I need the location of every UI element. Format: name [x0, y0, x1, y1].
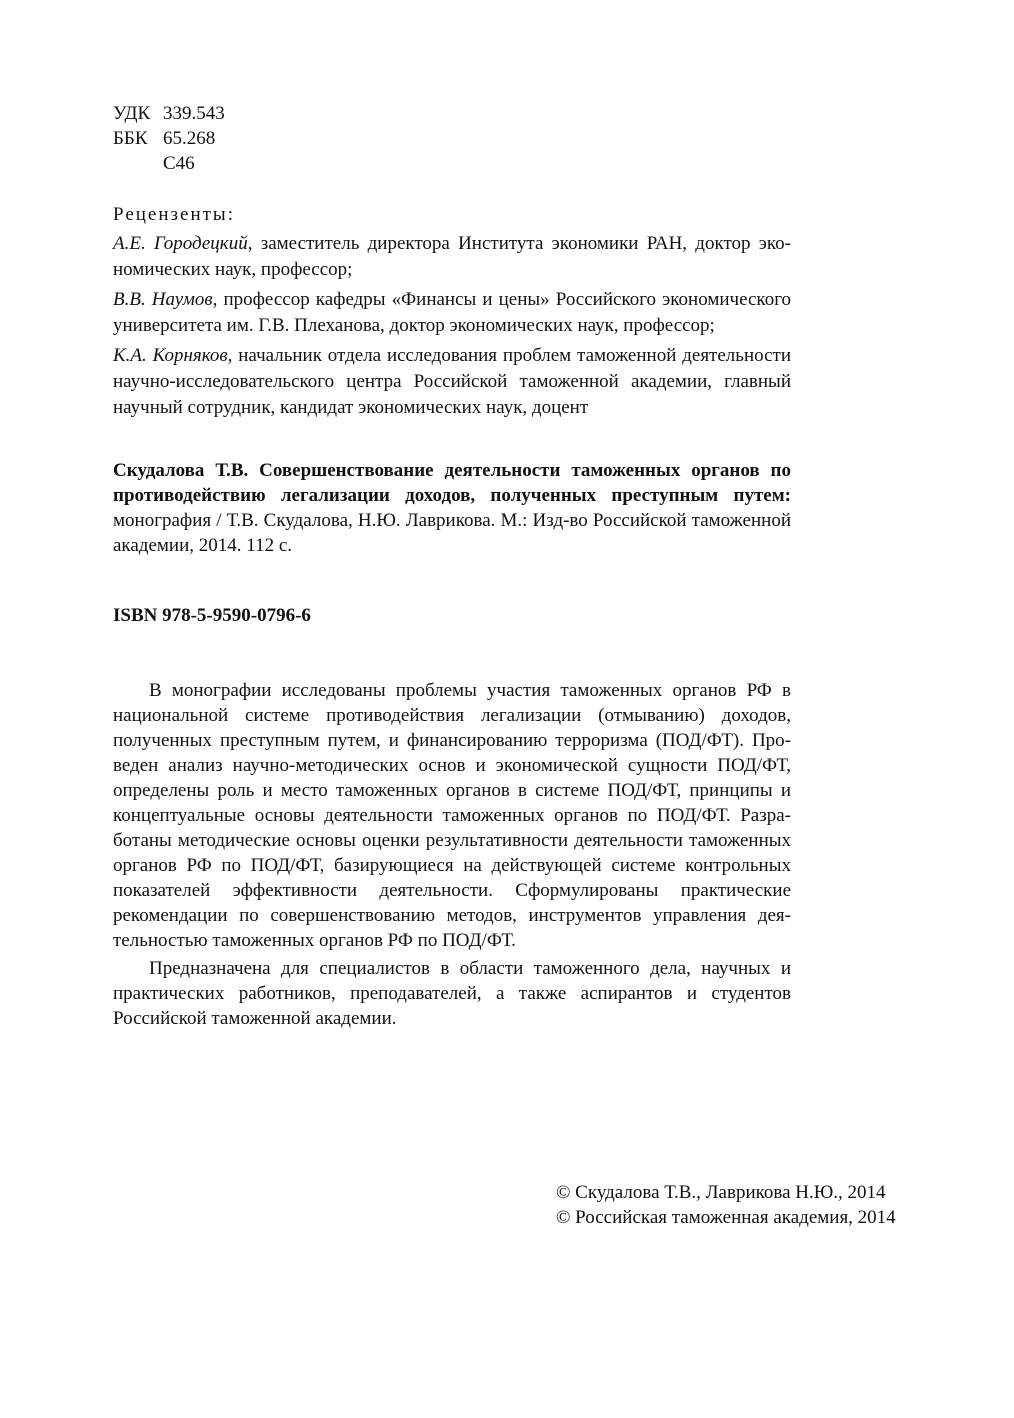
reviewer-name: К.А. Корняков: [113, 345, 228, 366]
reviewer-name: В.В. Наумов: [113, 289, 213, 310]
classification-codes: [113, 101, 225, 176]
bibliographic-record: [113, 458, 791, 558]
annotation-paragraph: Предназначена для специалистов в области таможенного дела, научных и практических работников, преподавателей, а также аспирантов и студентов Российской таможенной академии.: [113, 958, 791, 1029]
reviewers-heading: Рецензенты:: [113, 204, 235, 225]
annotation: [113, 678, 791, 1034]
bibliographic-title: Скудалова Т.В. Совершенствование деятельности таможенных органов по противодействию легализации доходов, полученных преступным путем:: [113, 460, 791, 506]
udk-value: 339.543: [163, 103, 225, 124]
bbk-value: 65.268: [163, 128, 216, 149]
copyright-line: © Российская таможенная академия, 2014: [556, 1207, 896, 1228]
reviewers-list: [113, 231, 791, 425]
reviewer-entry: [113, 343, 791, 421]
reviewer-description: , начальник отдела исследования проблем таможенной деятельности научно-исследовательского центра Российской таможенной академии, главный научный сотрудник, кандидат экономических наук, доцент: [113, 345, 791, 418]
reviewer-description: , заместитель директора Института экономики РАН, доктор экономических наук, профессор;: [113, 233, 791, 280]
udk-label: УДК: [113, 103, 151, 124]
copyright-line: © Скудалова Т.В., Лаврикова Н.Ю., 2014: [556, 1182, 886, 1203]
author-mark: С46: [163, 153, 195, 174]
reviewer-entry: [113, 287, 791, 339]
udk-row: [113, 101, 225, 126]
bibliographic-details: монография / Т.В. Скудалова, Н.Ю. Лаврикова. М.: Изд-во Российской таможенной академии, 2014. 112 с.: [113, 510, 791, 556]
reviewer-name: А.Е. Городецкий: [113, 233, 248, 254]
bbk-row: [113, 126, 225, 151]
copyright-block: [556, 1180, 896, 1230]
reviewer-entry: [113, 231, 791, 283]
reviewer-description: , профессор кафедры «Финансы и цены» Российского экономического университета им. Г.В. Плеханова, доктор экономических наук, профессор;: [113, 289, 792, 336]
isbn: ISBN 978-5-9590-0796-6: [113, 605, 311, 626]
annotation-paragraph: В монографии исследованы проблемы участия таможенных органов РФ в национальной системе противодействия легализации (отмыванию) доходов, полученных преступным путем, и финансированию терроризма (ПОД/ФТ). Проведен анализ научно-методических основ и экономической сущности ПОД/ФТ, определены роль и место таможенных органов в системе ПОД/ФТ, принципы и концептуальные основы деятельности таможенных органов по ПОД/ФТ. Разработаны методические основы оценки результативности деятельности таможенных органов РФ по ПОД/ФТ, базирующиеся на действующей системе контрольных показателей эффективности деятельности. Сформулированы практические рекомендации по совершенствованию методов, инструментов управления деятельностью таможенных органов РФ по ПОД/ФТ.: [113, 680, 791, 951]
author-mark-row: [113, 151, 225, 176]
bbk-label: ББК: [113, 128, 148, 149]
